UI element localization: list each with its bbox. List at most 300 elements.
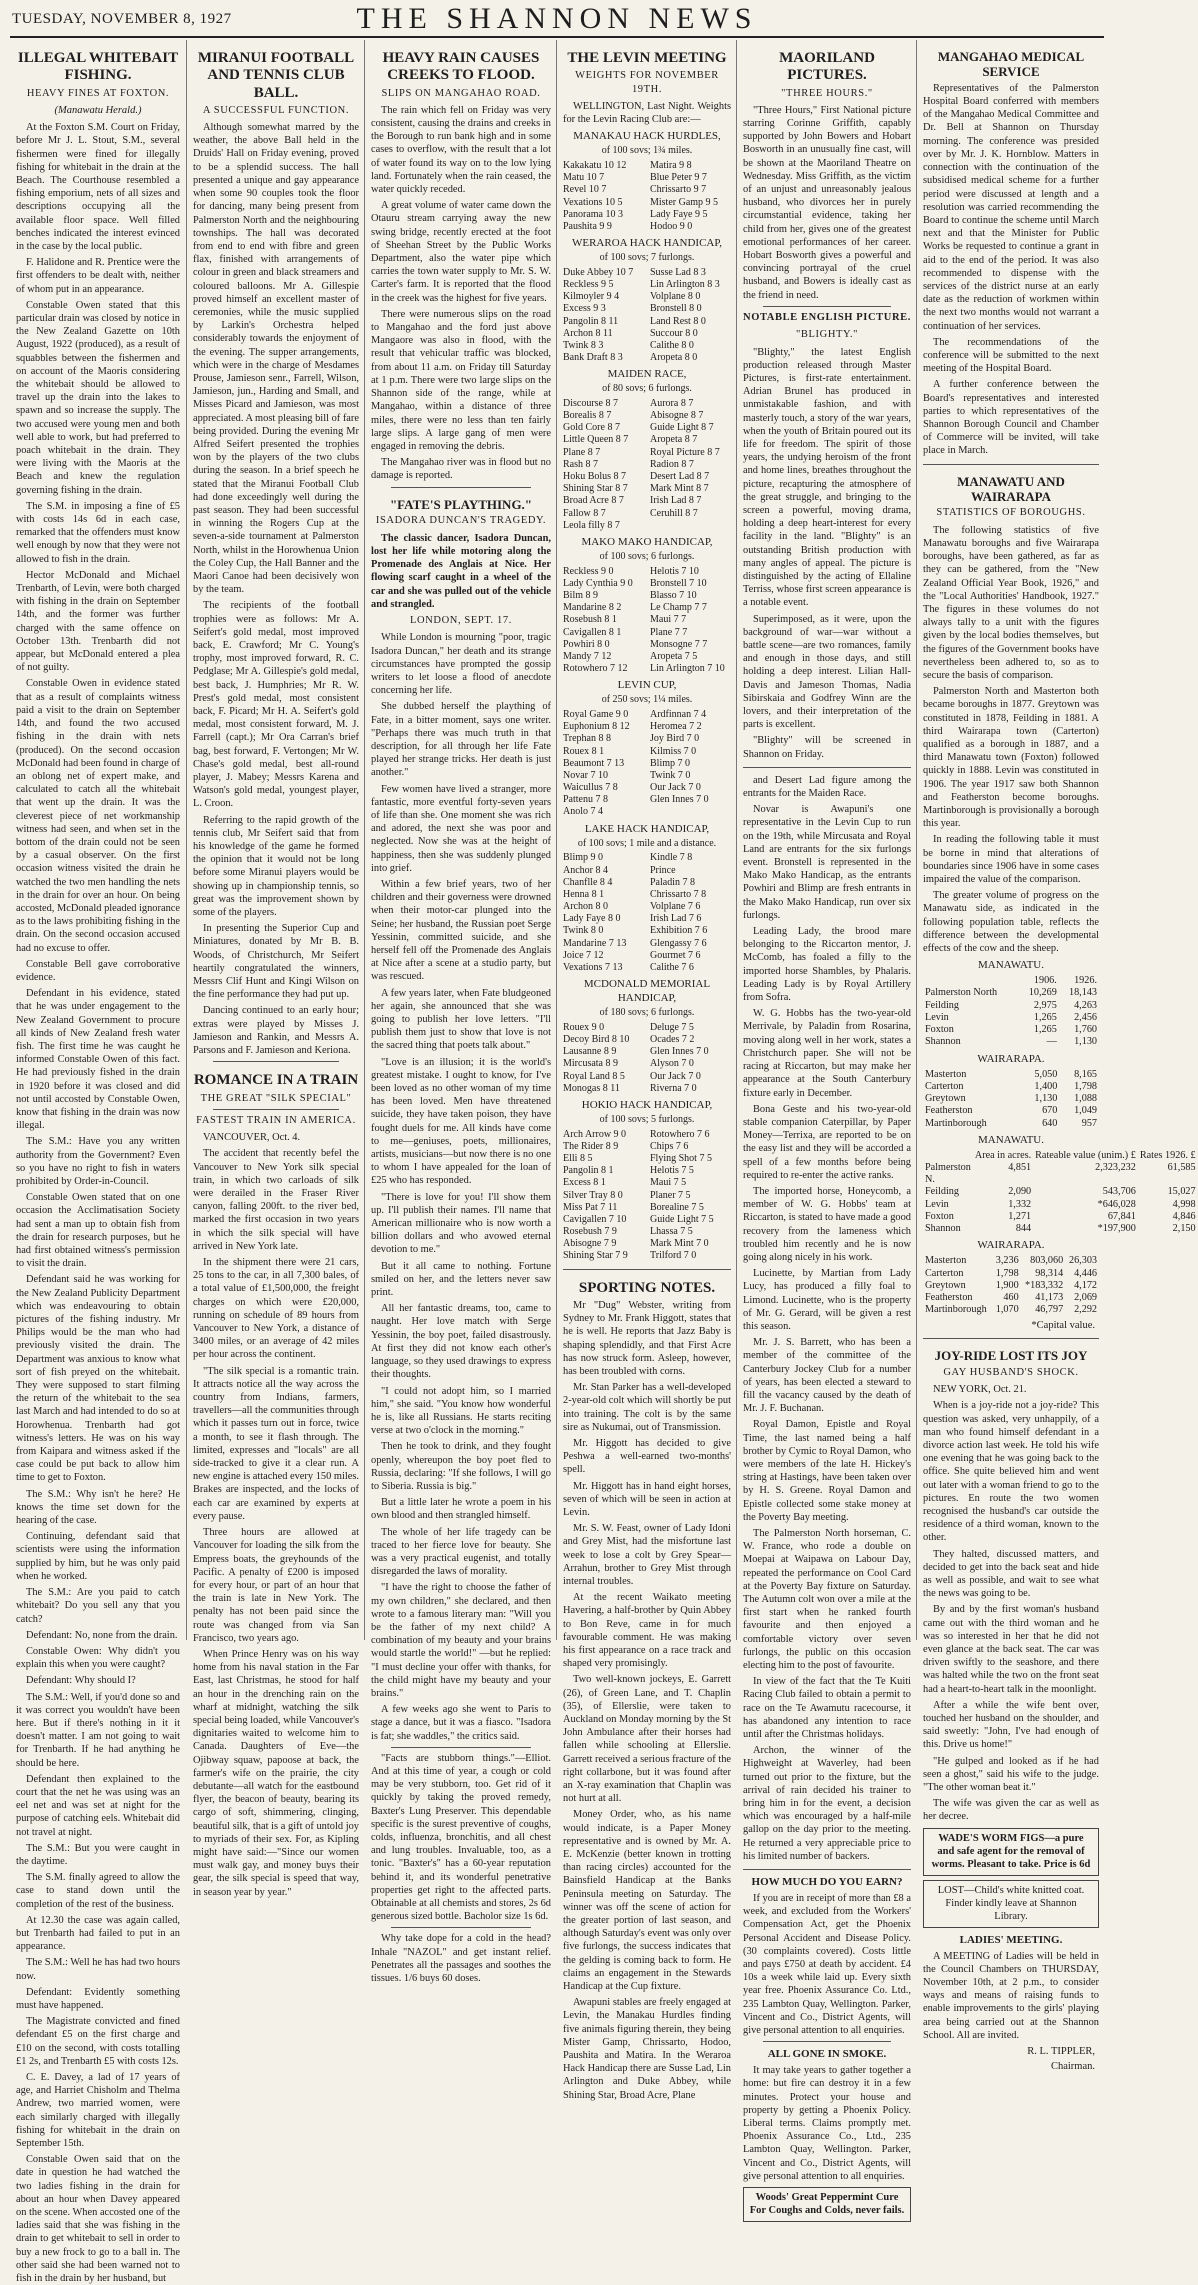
paragraph: The Palmerston North horseman, C. W. France, who rode a double on Moepai at Waipawa on Labour Day, repeated the performance on Cool Card at the Poverty Bay fixture on Saturday. The Autumn colt won over a mile at the first start when he ranked fourth favourite and then enjoyed a comfortable victory over seven furlongs, the public on this occasion electing him to the post of favourite. <box>743 1528 911 1672</box>
race-entry: Trephan 8 8 <box>563 733 611 745</box>
race-entry: Plane 7 7 <box>650 626 688 638</box>
notice-headline: LADIES' MEETING. <box>959 1933 1063 1946</box>
race-conditions: of 180 sovs; 6 furlongs. <box>599 1007 695 1019</box>
race-entry: Matira 9 8 <box>650 159 692 171</box>
race-entry: Lhassa 7 5 <box>650 1226 693 1238</box>
paragraph: Continuing, defendant said that scientists were using the information supplied by him, but he was only paid when he worked. <box>16 1531 180 1582</box>
table-row <box>923 1036 1099 1048</box>
table-cell: 1,400 <box>1034 1080 1058 1092</box>
table-cell: 4,446 <box>1074 1267 1097 1279</box>
race-entry: Ceruhill 8 7 <box>650 507 698 519</box>
table-cell: 460 <box>1003 1292 1019 1304</box>
headline: ILLEGAL WHITEBAIT FISHING. <box>17 50 179 84</box>
table-cell: Palmerston N. <box>925 1161 971 1186</box>
table-cell: 2,069 <box>1074 1292 1097 1304</box>
race-entry: Mandy 7 12 <box>563 650 612 662</box>
race-entry: Lady Cynthia 9 0 <box>563 577 633 589</box>
paragraph: The wife was given the car as well as her decree. <box>923 1798 1099 1823</box>
table-cell: 1,271 <box>1008 1210 1032 1222</box>
race-entry: Rotowhero 7 12 <box>563 663 628 675</box>
race-entry: Aurora 8 7 <box>650 397 694 409</box>
table-row <box>923 1211 1198 1223</box>
race-entry: Leola filly 8 7 <box>563 519 620 531</box>
table-cell: 5,050 <box>1034 1068 1058 1080</box>
divider <box>923 464 1099 465</box>
race-entries <box>563 160 731 233</box>
divider <box>743 767 911 768</box>
paragraph: Royal Damon, Epistle and Royal Time, the last named being a half brother by Cymic to Royal Damon, who were members of the late H. Hickey's string at Hastings, have been taken over by H. S. Greene. Royal Damon and Epistle collected some stake money at the Poverty Bay meeting. <box>743 1419 911 1523</box>
paragraph: Few women have lived a stranger, more fantastic, more eventful forty-seven years of life than she. One moment she was rich and adored, the next she was poor and neglected. Now she was at the height of happiness, then she was suddenly plunged into grief. <box>371 783 551 874</box>
paragraph: Then he took to drink, and they fought openly, whereupon the boy poet fled to Russia, declaring: "If she follows, I will go to Siberia. Russia is big." <box>371 1441 551 1492</box>
paragraph: The greater volume of progress on the Manawatu side, as indicated in the following population table, reflects the difference between the developmental effects of the cow and the sheep. <box>923 890 1099 955</box>
race-entry: Joice 7 12 <box>563 949 604 961</box>
race-entry: Plane 8 7 <box>563 446 601 458</box>
race-entry: Glen Innes 7 0 <box>650 794 709 806</box>
paragraph: Defendant in his evidence, stated that he was under engagement to the New Zealand Government to procure all kinds of New Zealand fresh water fish. The first time he was caught he informed Constable Owen of this fact. He had previously fished in the drain in 1920 before it was closed and did not until accosted by Constable Owen, know that fishing in the drain was now illegal. <box>16 988 180 1132</box>
issue-date: TUESDAY, NOVEMBER 8, 1927 <box>12 11 232 27</box>
advertisement-baxters: "Facts are stubborn things."—Elliot. And at this time of year, a cough or cold may be very stubborn, too. Get rid of it quickly by taking the proved remedy, Baxter's Lung Preserver. This dependable specific is the surest preventive of coughs, colds, influenza, bronchitis, and all chest and lung troubles. Invaluable, too, as a tonic. "Baxter's" has a 60-year reputation behind it, and its wonderful penetrative properties get right to the affected parts. Obtainable at all chemists and stores, 2s 6d generous sized bottle. Bacholor size 1s 6d. <box>371 1752 551 1923</box>
rates-table-manawatu <box>923 1150 1198 1236</box>
race-entry: Twink 8 0 <box>563 925 604 937</box>
race-entry: Discourse 8 7 <box>563 397 618 409</box>
paragraph: W. G. Hobbs has the two-year-old Merrivale, by Paladin from Rosarina, moving along well in her work, states a Christchurch paper. She will not be racing at Riccarton, but may make her appearance at the South Canterbury fixture early in December. <box>743 1008 911 1099</box>
column-5 <box>736 40 917 2217</box>
headline: MANGAHAO MEDICAL SERVICE <box>937 49 1085 79</box>
race-entry: Prince <box>650 864 676 876</box>
column-2 <box>186 40 365 1898</box>
paragraph: The S.M.: Why isn't he here? He knows the time set down for the hearing of the case. <box>16 1488 180 1527</box>
race-entry: Rosebush 8 1 <box>563 614 617 626</box>
advertisement-wades: WADE'S WORM FIGS—a pure and safe agent for the removal of worms. Pleasant to take. Price is 6d <box>923 1828 1099 1876</box>
race-entry: Mandarine 8 2 <box>563 602 622 614</box>
ad-headline: HOW MUCH DO YOU EARN? <box>751 1876 903 1889</box>
race-entry: Revel 10 7 <box>563 184 607 196</box>
medical-service-article <box>917 49 1196 2074</box>
divider <box>763 2041 891 2042</box>
advertisement-phoenix-fire: It may take years to gather together a home: but fire can destroy it in a few minutes. Protect your house and property by getting a Phoenix Policy. Liberal terms. Claims promptly met. Phoenix Assurance Co., Ltd., 235 Lambton Quay, Wellington. Parker, Vincent and Co., District Agents, will give personal attention to all enquiries. <box>743 2065 911 2182</box>
table-title: MANAWATU. <box>977 1133 1045 1146</box>
race-entries <box>563 398 731 532</box>
race-entry: Bank Draft 8 3 <box>563 352 623 364</box>
headline: ROMANCE IN A TRAIN <box>193 1072 359 1089</box>
paragraph: Superimposed, as it were, upon the background of war—war without a battle scene—are two romances, family and enough in those days, and still holding a deep interest. Lilian Hall-Davis and Jameson Thomas, Nadia Sibirskaia and Godfrey Winn are the lovers, and their interpretation of the parts is excellent. <box>743 613 911 731</box>
levin-meeting-article <box>557 50 737 2102</box>
race-entry: Archon 8 0 <box>563 901 608 913</box>
table-cell: 1,265 <box>1033 1024 1057 1036</box>
lost-notice: LOST—Child's white knitted coat. Finder kindly leave at Shannon Library. <box>923 1880 1099 1928</box>
paragraph: In the shipment there were 21 cars, 25 tons to the car, in all 7,300 bales, of a total value of £1,500,000, the freight charges on which were £20,000, running on schedule of 89 hours from Vancouver to New York, a distance of 3400 miles, or an average of 42 miles per hour across the continent. <box>193 1257 359 1361</box>
paragraph: Dancing continued to an early hour; extras were played by Misses J. Jamieson and Rankin, and Messrs A. Parsons and F. Jamieson and Keriona. <box>193 1005 359 1057</box>
paragraph: A few weeks ago she went to Paris to stage a dance, but it was a fiasco. "Isadora is fat; she waddles," the critics said. <box>371 1704 551 1742</box>
race-entry: Maui 7 7 <box>650 614 687 626</box>
paragraph: Representatives of the Palmerston Hospital Board conferred with members of the Mangahao Medical Committee and Dr. Bell at Shannon on Thursday morning. The conference was presided over by Mr. J. K. Hornblow. Matters in connection with the continuation of the subsidised medical scheme for a further period were discussed at length and a resolution was carried recommending the Board to continue the scheme until March next and that the Minister for Public Works be requested to continue a grant in aid to the end of the period. It was also recommended to dispense with the services of the district nurse at an early date as the reduction of workmen within the next two months would not warrant a continuation of her services. <box>923 82 1099 332</box>
race-entry: Blasso 7 10 <box>650 590 697 601</box>
paragraph: Constable Owen said that on the date in question he had watched the two ladies fishing in the drain for about an hour when Davey appeared on the scene. When accosted one of the ladies said that she was fishing in the drain to get whitebait to sell in order to buy a new frock to go to a ball in. The other said she had been warned not to fish in the drain by her husband, but <box>16 2154 180 2285</box>
race-entry: Radion 8 7 <box>650 458 694 470</box>
race-entry: Calithe 7 6 <box>650 962 694 973</box>
divider <box>743 1869 911 1870</box>
race-entry: Twink 8 3 <box>563 339 604 351</box>
paragraph: A great volume of water came down the Otauru stream carrying away the new swing bridge, recently erected at the foot of Sheehan Street by the Public Works Department, also the water pipe which carries the town water supply to Mr. S. W. Carter's farm. It is reported that the flood in the creek was the highest for five years. <box>371 200 551 304</box>
race-entry: Gourmet 7 6 <box>650 949 701 961</box>
race-entry: Rouex 8 1 <box>563 745 605 757</box>
race-entry: Cavigallen 7 10 <box>563 1213 627 1225</box>
race-entry: Vexations 7 13 <box>563 962 623 973</box>
column-1 <box>10 40 186 2285</box>
table-cell: 1,760 <box>1074 1024 1097 1036</box>
race-entry: Royal Game 9 0 <box>563 708 629 720</box>
table-cell: 2,323,232 <box>1095 1161 1136 1173</box>
race-entry: Heromea 7 2 <box>650 721 702 733</box>
table-title: WAIRARAPA. <box>977 1052 1045 1065</box>
table-cell: 4,851 <box>1008 1161 1032 1173</box>
race-entry: Anolo 7 4 <box>563 806 603 818</box>
article-body <box>371 104 551 483</box>
table-row <box>923 1150 1198 1162</box>
table-cell: 1,130 <box>1074 1036 1097 1048</box>
whitebait-article <box>10 50 186 2285</box>
race-entry: Kindle 7 8 <box>650 852 693 864</box>
article-body <box>923 524 1099 956</box>
subheadline: NOTABLE ENGLISH PICTURE. <box>743 311 911 323</box>
table-cell: 2,150 <box>1172 1223 1196 1235</box>
table-cell: 67,841 <box>1107 1210 1136 1222</box>
heavy-rain-article <box>365 50 557 1985</box>
race-entry: Decoy Bird 8 10 <box>563 1034 630 1045</box>
race-title: HOKIO HACK HANDICAP, <box>581 1098 713 1111</box>
table-cell: 1,070 <box>995 1304 1019 1316</box>
race-entries <box>563 1129 731 1263</box>
race-entry: Abisogne 8 7 <box>650 410 704 422</box>
race-entry: Monogas 8 11 <box>563 1082 620 1094</box>
race-entry: Blimp 7 0 <box>650 757 691 769</box>
race-entry: Bronstell 7 10 <box>650 577 707 589</box>
table-cell: Levin <box>925 1011 949 1023</box>
paragraph: The recipients of the football trophies were as follows: Mr A. Seifert's gold medal, most improved back, E. Crawford; Mr C. Young's trophy, most improved forward, R. C. Pedglase; Mr A. Gillespie's gold medal, best back, J. Humphries; Mr R. W. Prest's gold medal, most consistent back, F. Picard; Mr H. A. Seifert's gold medal, most consistent forward, M. J. Farrell (capt.); Mr Ora Carran's brief bag, best forward, F. Vertongen; Mr W. Chase's gold medal, best all-round player, J. Mabey; Messrs Karena and Watson's gold medal, youngest player, L. Croon. <box>193 600 359 810</box>
paragraph: The S.M. in imposing a fine of £5 with costs 14s 6d in each case, remarked that the offenders must know well enough by now that they were not allowed to fish in the drain. <box>16 500 180 565</box>
article-intro: WELLINGTON, Last Night. Weights for the Levin Racing Club are:— <box>563 100 731 126</box>
race-entry: Joy Bird 7 0 <box>650 733 700 745</box>
race-entries <box>563 852 731 974</box>
ad-headline: ALL GONE IN SMOKE. <box>767 2048 887 2061</box>
paragraph: The whole of her life tragedy can be traced to her fierce love for beauty. She was a very practical eugenist, and totally disregarded the laws of morality. <box>371 1526 551 1578</box>
table-cell: 957 <box>1081 1117 1097 1129</box>
race-entry: Beaumont 7 13 <box>563 757 625 769</box>
subheadline: HEAVY FINES AT FOXTON. <box>26 87 170 99</box>
paragraph: A few years later, when Fate bludgeoned her again, she announced that she was going to publish her love letters. "I'll publish them just to show that love is not the sacred thing that poets talk about." <box>371 987 551 1052</box>
table-row <box>923 975 1099 987</box>
table-cell <box>923 975 1019 987</box>
maoriland-pictures-article <box>737 50 917 2222</box>
race-entry: Chips 7 6 <box>650 1140 689 1152</box>
paragraph: The imported horse, Honeycomb, a member of W. G. Hobbs' team at Riccarton, is stated to have made a good recovery from the lameness which troubled him recently and he is now going along nicely in his work. <box>743 1185 911 1263</box>
football-ball-article <box>187 50 365 1899</box>
race-entry: Pangolin 8 1 <box>563 1165 614 1177</box>
paragraph: "He gulped and looked as if he had seen a ghost," said his wife to the judge. "The other woman beat it." <box>923 1755 1099 1794</box>
newspaper-title: THE SHANNON NEWS <box>356 2 758 35</box>
table-cell: Foxton <box>925 1210 954 1222</box>
table-cell: Levin <box>925 1198 949 1210</box>
paragraph: The S.M.: Are you paid to catch whitebait? Do you sell any that you catch? <box>16 1587 180 1625</box>
paragraph: "Love is an illusion; it is the world's greatest mistake. I ought to know, for I've been loved as no other woman of my time has been loved. Men have threatened suicide, they have taken poison, they have fought duels for me. All kinds have come to me—geniuses, poets, millionaires, artists, musicians—but now there is no one to whom I have appealed for the loan of £25 who has responded. <box>371 1056 551 1187</box>
column-6 <box>916 40 1196 2073</box>
race-entry: Helotis 7 5 <box>650 1165 694 1177</box>
race-entry: Vexations 10 5 <box>563 196 623 208</box>
race-entry: Blimp 9 0 <box>563 852 604 864</box>
table-cell: Featherston <box>925 1105 973 1117</box>
race-entry: Rouex 9 0 <box>563 1021 605 1033</box>
paragraph: Mr. Higgott has decided to give Peshwa a well-earned two-months' spell. <box>563 1437 731 1476</box>
table-title: WAIRARAPA. <box>977 1239 1045 1252</box>
table-row <box>923 1069 1099 1081</box>
paragraph: Hector McDonald and Michael Trenbarth, of Levin, were both charged with fishing in the drain on September 14th, and the former was further charged with the same offence on October 13th. Trenbarth did not appear, but McDonald entered a plea of not guilty. <box>16 569 180 674</box>
paragraph: Lucinette, by Martian from Lady Lucy, has produced a filly foal to Limond. Lucinette, who is the property of Mr. G. Gerard, will be given a rest this season. <box>743 1268 911 1332</box>
race-entry: Our Jack 7 0 <box>650 1070 701 1082</box>
race-entry: Lady Faye 8 0 <box>563 913 621 925</box>
article-body <box>923 82 1099 458</box>
race-entry: Monsogne 7 7 <box>650 638 708 650</box>
table-cell: Masterton <box>925 1255 967 1267</box>
race-entry: Excess 9 3 <box>563 303 606 315</box>
race-entry: Ocades 7 2 <box>650 1034 695 1045</box>
sporting-notes-continued <box>743 774 911 1863</box>
table-cell: 1,332 <box>1008 1198 1032 1210</box>
paragraph: Defendant: Evidently something must have happened. <box>16 1986 180 2011</box>
table-cell: 543,706 <box>1102 1186 1136 1198</box>
race-entry: Paladin 7 8 <box>650 876 695 888</box>
race-entry: Silver Tray 8 0 <box>563 1189 623 1201</box>
table-cell: 640 <box>1042 1117 1058 1129</box>
race-title: MAIDEN RACE, <box>607 368 687 381</box>
rates-table-wairarapa <box>923 1255 1099 1316</box>
table-row <box>923 1199 1198 1211</box>
race-conditions: of 250 sovs; 1¼ miles. <box>601 694 693 706</box>
article-body <box>743 346 911 761</box>
table-cell: Martinborough <box>925 1304 987 1316</box>
headline: JOY-RIDE LOST ITS JOY <box>934 1347 1088 1363</box>
table-cell: 1,088 <box>1074 1093 1097 1105</box>
paragraph: Mr. S. W. Feast, owner of Lady Idoni and Grey Mist, had the misfortune last week to lose a colt by Grey Spear—Arrahun, brother to Grey Mist through internal troubles. <box>563 1523 731 1587</box>
table-row <box>923 1012 1099 1024</box>
signature-name: R. L. TIPPLER, <box>1027 2045 1095 2057</box>
race-entry: Desert Lad 8 7 <box>650 471 710 483</box>
table-row <box>923 1093 1099 1105</box>
race-entry: Miss Pat 7 11 <box>563 1201 618 1213</box>
race-entry: Little Queen 8 7 <box>563 434 629 446</box>
advertisement-nazol: Why take dope for a cold in the head? Inhale "NAZOL" and get instant relief. Penetrates all the passages and soothes the tissues. 1/6 buys 60 doses. <box>371 1933 551 1985</box>
race-entry: Henna 8 1 <box>563 888 605 900</box>
paragraph: The following statistics of five Manawatu boroughs and five Wairarapa boroughs, have been gathered, as far as they can be gathered, from the "New Zealand Official Year Book, 1926," and the "Local Authorities' Handbook, 1927." The figures in these volumes do not always tally to a unit with the figures given by the local bodies themselves, but the figures of the Government books have nevertheless been adhered to, so as to secure the basis of comparison. <box>923 524 1099 681</box>
race-entry: The Rider 8 9 <box>563 1140 619 1152</box>
paragraph: There were numerous slips on the road to Mangahao and the ford just above Mangaore was also in flood, with the result that vehicular traffic was blocked, from about 11 a.m. on Friday till Saturday at 1 p.m. There were two large slips on the Shannon side of the range, while at Mangahao, within a distance of three miles, there were no less than ten fairly large slips. A large gang of men were engaged in removing the debris. <box>371 308 551 452</box>
paragraph: At 12.30 the case was again called, but Trenbarth had failed to put in an appearance. <box>16 1914 180 1953</box>
table-cell: Palmerston North <box>925 987 998 999</box>
race-entry: Cavigallen 8 1 <box>563 626 622 638</box>
table-cell: Martinborough <box>925 1117 987 1129</box>
paragraph: Mr. J. S. Barrett, who has been a member of the committee of the Canterbury Jockey Club for a number of years, has been elected a steward to fill the vacancy caused by the death of Mr. J. F. Buchanan. <box>743 1337 911 1415</box>
paragraph: While London is mourning "poor, tragic Isadora Duncan," her death and its strange circumstances have prompted the gossip writers to let loose a flood of anecdote concerning her life. <box>371 632 551 697</box>
paragraph: VANCOUVER, Oct. 4. <box>203 1132 301 1144</box>
table-cell: 18,143 <box>1068 987 1097 999</box>
race-entry: Kakakatu 10 12 <box>563 159 627 171</box>
table-cell: 2,090 <box>1008 1186 1032 1198</box>
race-entry: Deluge 7 5 <box>650 1021 694 1033</box>
masthead-rule <box>10 36 1104 38</box>
table-row <box>923 987 1099 999</box>
table-cell: 1926. <box>1074 975 1097 987</box>
race-entry: Fallow 8 7 <box>563 507 606 519</box>
paragraph: and Desert Lad figure among the entrants for the Maiden Race. <box>743 774 911 800</box>
table-cell: Shannon <box>925 1036 961 1048</box>
paragraph: "The silk special is a romantic train. It attracts notice all the way across the country from Indians, farmers, travellers—all the communities through which it passes turn out in force, twice a month, to see it flash through. The limited, expresses and "locals" are all side-tracked to give it a clear run. A new engine is attached every 150 miles. Brakes are inspected, and the locks of each car are examined by experts at every pause. <box>193 1365 359 1522</box>
headline: "FATE'S PLAYTHING." <box>389 496 533 512</box>
paragraph: The S.M. finally agreed to allow the case to stand down until the completion of the rest of the business. <box>16 1872 180 1910</box>
paragraph: Defendant then explained to the court that the net he was using was an eel net and was set at night for the purpose of catching eels. Whitebait did not travel at night. <box>16 1773 180 1838</box>
paragraph: They halted, discussed matters, and decided to get into the back seat and hide as well as possible, and wait to see what the news was going to be. <box>923 1548 1099 1600</box>
race-entry: Matu 10 7 <box>563 172 605 184</box>
population-table-manawatu <box>923 975 1099 1048</box>
table-cell: 1906. <box>1033 975 1057 987</box>
race-title: MCDONALD MEMORIAL HANDICAP, <box>583 978 711 1005</box>
race-entry: Chrissarto 7 8 <box>650 888 707 900</box>
table-cell: 1,798 <box>1074 1080 1097 1092</box>
paragraph: Mr. Stan Parker has a well-developed 2-year-old colt which will shortly be put into training. The colt is by the same sire as Nukumai, out of Transmission. <box>563 1382 731 1433</box>
ladies-meeting-notice: A MEETING of Ladies will be held in the Council Chambers on THURSDAY, November 10th, at 2 p.m., to consider ways and means of raising funds to enable improvements to the girls' playing area being carried out at the Shannon School. All are invited. <box>923 1950 1099 2041</box>
race-entry: Guide Light 7 5 <box>650 1213 714 1225</box>
race-entry: Calithe 8 0 <box>650 339 694 351</box>
paragraph: "Blighty" will be screened in Shannon on Friday. <box>743 735 911 760</box>
table-cell: 61,585 <box>1167 1161 1196 1173</box>
paragraph: The recommendations of the conference will be submitted to the next meeting of the Hospital Board. <box>923 336 1099 375</box>
table-cell: 670 <box>1042 1105 1058 1117</box>
paragraph: Constable Owen in evidence stated that as a result of complaints witness paid a visit to the drain on September 14th, and found the two accused fishing in the drain with nets (produced). On the second occasion McDonald had been found in charge of an oblong net of expert make, and calculated to catch all the whitebait that went up the drain. It was the cleverest piece of net workmanship witness had seen, and when set in the bottom of the drain could not be seen by a casual observer. On the first occasion witness visited the drain he watched the two men handling the nets in the drain for over an hour. On being accosted, McDonald pleaded ignorance as to the laws prohibiting fishing in the drain. On the second occasion accused had no excuse to offer. <box>16 678 180 954</box>
race-entry: Chanflle 8 4 <box>563 876 613 888</box>
table-cell: Rates 1926. £ <box>1139 1149 1196 1161</box>
race-entry: Reckless 9 0 <box>563 565 614 577</box>
race-entry: Archon 8 11 <box>563 327 613 339</box>
race-entry: Mark Mint 8 7 <box>650 483 709 495</box>
race-entry: Chrissarto 9 7 <box>650 184 707 196</box>
race-entry: Bronstell 8 0 <box>650 303 702 315</box>
race-entry: Pattenu 7 8 <box>563 794 608 806</box>
paragraph: By and by the first woman's husband came out with the third woman and he was so interested in her that he did not even glance at the back seat. The car was driven swiftly to the seashore, and there was halted while the two on the front seat had a heart-to-heart talk in the moonlight. <box>923 1604 1099 1695</box>
paragraph: But it all came to nothing. Fortune smiled on her, and the letters never saw print. <box>371 1260 551 1299</box>
divider <box>213 1109 339 1110</box>
table-cell: 1,049 <box>1074 1105 1097 1117</box>
race-entry: Arch Arrow 9 0 <box>563 1128 627 1140</box>
race-entry: Glengassy 7 6 <box>650 937 707 949</box>
table-row <box>923 1000 1099 1012</box>
paragraph: All her fantastic dreams, too, came to naught. Her love match with Serge Yessinin, the boy poet, failed disastrously. At first they did not know each other's language, so they used drawings to express their thoughts. <box>371 1303 551 1381</box>
race-entry: Ardfinnan 7 4 <box>650 708 707 720</box>
race-title: LAKE HACK HANDICAP, <box>584 822 710 835</box>
race-conditions: of 100 sovs; 1¾ miles. <box>601 145 693 157</box>
paragraph: A further conference between the Board's representatives and interested parties to which representatives of the Shannon Borough Council and Chamber of Commerce will be invited, will take place in March. <box>923 379 1099 457</box>
table-cell: 26,303 <box>1068 1255 1097 1267</box>
race-entry: Panorama 10 3 <box>563 208 623 220</box>
table-cell: 41,173 <box>1035 1292 1064 1304</box>
table-cell: Shannon <box>925 1223 961 1235</box>
table-cell: Feilding <box>925 999 959 1011</box>
race-title: MANAKAU HACK HURDLES, <box>573 130 721 143</box>
table-cell: Carterton <box>925 1080 964 1092</box>
paragraph: Bona Geste and his two-year-old stable companion Caterpillar, by Paper Money—Terrixa, are reported to be on the easy list and they will be accorded a spell of a few months before being required to re-enter the active ranks. <box>743 1103 911 1181</box>
table-cell: 4,846 <box>1172 1210 1196 1222</box>
subheadline: THE GREAT "SILK SPECIAL" <box>200 1092 352 1104</box>
paragraph: Defendant: No, none from the drain. <box>26 1629 178 1641</box>
source-credit: (Manawatu Herald.) <box>54 104 142 116</box>
race-entry: Helotis 7 10 <box>650 565 699 577</box>
paragraph: After a while the wife bent over, touched her husband on the shoulder, and said sweetly: "John, I've had enough of this. Drive us home!" <box>923 1699 1099 1751</box>
table-cell: 2,456 <box>1074 1011 1097 1023</box>
table-cell: Area in acres. <box>974 1149 1032 1161</box>
race-entry: Shining Star 8 7 <box>563 483 628 495</box>
paragraph: F. Halidone and R. Prentice were the first offenders to be dealt with, neither of whom put in an appearance. <box>16 257 180 295</box>
race-entry: Susse Lad 8 3 <box>650 266 706 278</box>
race-entries <box>563 1022 731 1095</box>
paragraph: Novar is Awapuni's one representative in the Levin Cup to run on the 19th, while Mircusata and Royal Land are entrants for the six furlongs event. Bronstell is represented in the Mako Mako Handicap, as the entrants Powhiri and Blimp are fresh entrants in the Mako Mako Handicap, run over six furlongs. <box>743 804 911 921</box>
race-entry: Mandarine 7 13 <box>563 937 627 949</box>
column-3 <box>364 40 557 1985</box>
divider <box>923 1338 1099 1339</box>
race-conditions: of 100 sovs; 5 furlongs. <box>599 1113 695 1125</box>
table-cell: Foxton <box>925 1024 954 1036</box>
table-cell: 1,900 <box>995 1279 1019 1291</box>
divider <box>391 1927 531 1928</box>
paragraph: C. E. Davey, a lad of 17 years of age, and Harriet Chisholm and Thelma Andrew, two married women, were each similarly charged with illegally fishing for whitebait in the drain on September 15th. <box>16 2072 180 2150</box>
race-entry: Rash 8 7 <box>563 458 598 470</box>
table-row <box>923 1223 1198 1235</box>
divider <box>763 306 891 307</box>
table-cell: 10,269 <box>1028 987 1057 999</box>
race-entry: Kilmoyler 9 4 <box>563 291 620 303</box>
paragraph: Money Order, who, as his name would indicate, is a Paper Money representative and is owned by Mr. A. E. McKenzie (better known in trotting than racing circles) accounted for the Bainsfield Handicap at the Banks Peninsula meeting on Saturday. The winner was off the scene of action for the greater portion of last season, and although Saturday's event was only over five furlongs, the success indicates that the gelding is coming back to form. He claims an engagement in the Stewards Handicap at the Cup fixture. <box>563 1809 731 1993</box>
race-entry: Kilmiss 7 0 <box>650 745 697 757</box>
paragraph: NEW YORK, Oct. 21. <box>933 1384 1027 1396</box>
article-body <box>193 121 359 1057</box>
race-entry: Hoku Bolus 8 7 <box>563 471 627 483</box>
paragraph: Within a few brief years, two of her children and their governess were drowned when their motor-car plunged into the Seine; her husband, the Russian poet Serge Yessinin, committed suicide, and she herself fell off the Promenade des Anglais at Nice after a scene at a studio party, but was rescued. <box>371 878 551 983</box>
table-cell: 1,130 <box>1034 1093 1058 1105</box>
race-entry: Our Jack 7 0 <box>650 782 701 794</box>
divider <box>391 1747 531 1748</box>
race-entry: Borealine 7 5 <box>650 1201 704 1213</box>
race-entry: Rosebush 7 9 <box>563 1226 617 1238</box>
paragraph: She dubbed herself the plaything of Fate, in a bitter moment, says one writer. "Perhaps there was much truth in that description, for all through her life Fate played her strange tricks. Her death is just another." <box>371 701 551 779</box>
table-cell: — <box>1046 1036 1057 1048</box>
race-entry: Riverna 7 0 <box>650 1082 697 1094</box>
paragraph: Constable Owen stated that this particular drain was closed by notice in the New Zealand Gazette on 10th August, 1922 (produced), as a result of squabbles between the fishermen and on account of the Maoris considering the whitebait should be allowed to travel up the drain into the lakes to spawn and so increase the supply. The two accused were young men and both well able to work, but had preferred to poach whitebait in the drain. They were living with the Maoris at the Beach and knew the regulation governing fishing in the drain. <box>16 299 180 496</box>
table-footnote: *Capital value. <box>1031 1319 1095 1331</box>
divider <box>563 1269 731 1270</box>
race-entry: Abisogne 7 9 <box>563 1238 617 1250</box>
paragraph: "Three Hours," First National picture starring Corinne Griffith, capably supported by John Bowers and Hobart Bosworth in an unusually fine cast, will be shown at the Maoriland Theatre on Wednesday. Miss Griffith, as the victim of an unjust and unreasonably jealous husband, who divorces her in purely circumstantial evidence, taking her child from her, gives one of the greatest emotional performances of her career. Hobart Bosworth gives a powerful and convincing portrayal of the cruel husband, and Bowers is ideally cast as the friend in need. <box>743 104 911 301</box>
race-title: LEVIN CUP, <box>617 679 677 692</box>
paragraph: At the Foxton S.M. Court on Friday, before Mr J. L. Stout, S.M., several fishermen were fined for illegally fishing for whitebait in the drain at the Beach. The Courthouse resembled a fishing emporium, nets of all sizes and descriptions occupying all the available floor space. Well filled benches indicated the interest evinced in the case by the local public. <box>16 122 180 252</box>
paragraph: In presenting the Superior Cup and Miniatures, donated by Mr B. B. Woods, of Christchurch, Mr Seifert heartily congratulated the winners, Messrs Clif Hunt and Kingi Wilson on the fine performance they had put up. <box>193 923 359 1001</box>
race-entry: Rotowhero 7 6 <box>650 1128 710 1140</box>
table-cell: 4,263 <box>1074 999 1097 1011</box>
race-entry: Volplane 8 0 <box>650 291 701 303</box>
paragraph: "I could not adopt him, so I married him," she said. "You know how wonderful he is, like all Russians. He starts reciting verse at two o'clock in the morning." <box>371 1385 551 1437</box>
paragraph: The accident that recently befel the Vancouver to New York silk special train, in which two carloads of silk were derailed in the Fraser River canyon, falling 200ft. to the river bed, marked the first occasion in two years in which the silk special will have arrived in New York late. <box>193 1148 359 1252</box>
table-row <box>923 1292 1099 1304</box>
race-entry: Shining Star 7 9 <box>563 1250 628 1262</box>
race-title: WERAROA HACK HANDICAP, <box>571 237 723 250</box>
population-table-wairarapa <box>923 1069 1099 1130</box>
race-entry: Euphonium 8 12 <box>563 721 630 733</box>
table-row <box>923 1118 1099 1130</box>
